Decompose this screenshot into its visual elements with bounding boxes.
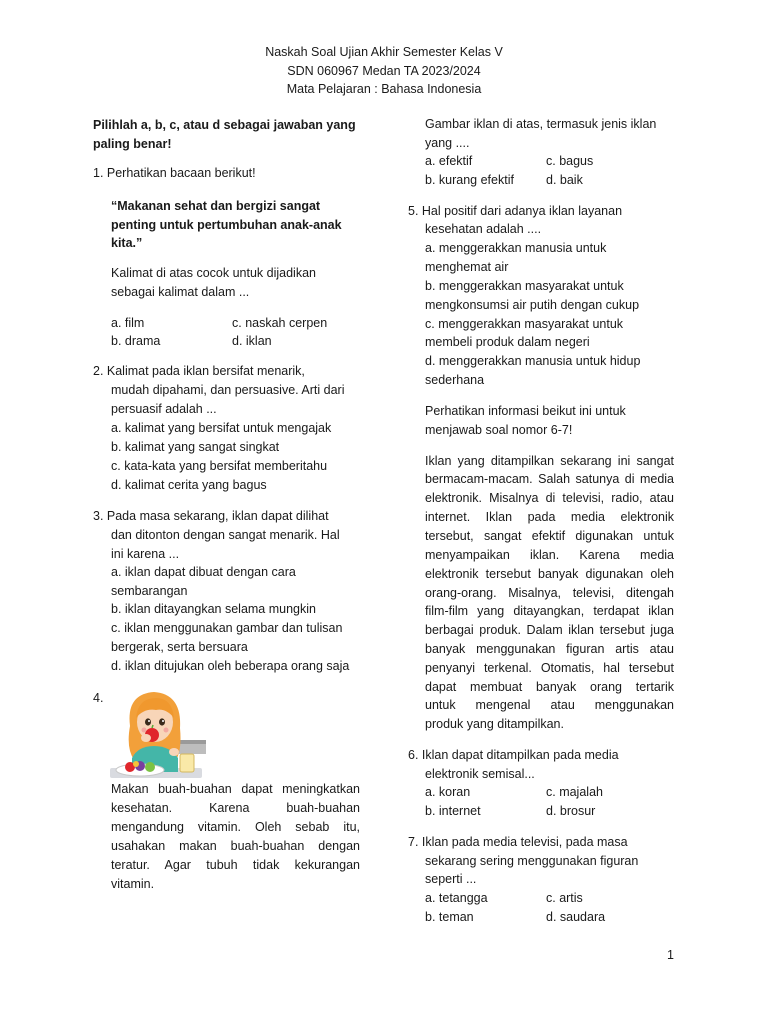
q5-option: b. menggerakkan masyarakat untuk — [425, 279, 624, 293]
q5-option: mengkonsumsi air putih dengan cukup — [425, 298, 640, 312]
q2-option: d. kalimat cerita yang bagus — [111, 478, 267, 492]
instruction-line1: Pilihlah a, b, c, atau d sebagai jawaban yang — [93, 118, 356, 132]
q3-option: d. iklan ditujukan oleh beberapa orang saja — [111, 659, 350, 673]
page-number: 1 — [667, 948, 674, 962]
q5-option: a. menggerakkan manusia untuk — [425, 241, 607, 255]
passage-line: menyampaikan iklan. Karena media — [425, 548, 674, 562]
passage-line: film-film yang ditayangkan, terdapat iklan — [425, 604, 674, 618]
q7-option-c: c. artis — [546, 891, 583, 905]
q4-number: 4. — [93, 691, 104, 705]
passage-line: Iklan yang ditampilkan sekarang ini sangat — [425, 454, 674, 468]
q5-option: sederhana — [425, 373, 485, 387]
q1-option-b: b. drama — [111, 334, 161, 348]
q3-option: bergerak, serta bersuara — [111, 640, 248, 654]
q4-option-a: a. efektif — [425, 154, 473, 168]
q7-stem-line: 7. Iklan pada media televisi, pada masa — [408, 835, 628, 849]
q1-text-line: sebagai kalimat dalam ... — [111, 285, 250, 299]
q5-stem-line: 5. Hal positif dari adanya iklan layanan — [408, 204, 623, 218]
q2-option: b. kalimat yang sangat singkat — [111, 440, 280, 454]
q2-option: a. kalimat yang bersifat untuk mengajak — [111, 421, 332, 435]
q4-stem-line: Gambar iklan di atas, termasuk jenis iklan — [425, 117, 657, 131]
q2-stem-line: 2. Kalimat pada iklan bersifat menarik, — [93, 364, 305, 378]
passage-line: orang-orang. Misalnya, televisi, ditengah — [425, 586, 674, 600]
passage-line: bermacam-macam. Salah satunya di media — [425, 472, 674, 486]
q7-stem-line: seperti ... — [425, 872, 477, 886]
info-line: Perhatikan informasi beikut ini untuk — [425, 404, 626, 418]
q1-stem: 1. Perhatikan bacaan berikut! — [93, 166, 256, 180]
q5-option: d. menggerakkan manusia untuk hidup — [425, 354, 641, 368]
q4-caption-line: vitamin. — [111, 877, 155, 891]
q6-option-a: a. koran — [425, 785, 471, 799]
q2-stem-line: persuasif adalah ... — [111, 402, 217, 416]
q3-option: b. iklan ditayangkan selama mungkin — [111, 602, 316, 616]
q4-caption-line: teratur. Agar tubuh tidak kekurangan — [111, 858, 360, 872]
passage-line: penyanyi terkenal. Otomatis, hal tersebut — [425, 661, 674, 675]
q7-option-b: b. teman — [425, 910, 474, 924]
q3-option: a. iklan dapat dibuat dengan cara — [111, 565, 296, 579]
passage-line: internet. Iklan pada media elektronik — [425, 510, 674, 524]
passage-line: produk yang ditampilkan. — [425, 717, 564, 731]
q5-option: c. menggerakkan masyarakat untuk — [425, 317, 624, 331]
q6-stem-line: 6. Iklan dapat ditampilkan pada media — [408, 748, 619, 762]
q1-option-d: d. iklan — [232, 334, 272, 348]
q3-stem-line: 3. Pada masa sekarang, iklan dapat dilihat — [93, 509, 329, 523]
instruction-line2: paling benar! — [93, 137, 172, 151]
q3-option: sembarangan — [111, 584, 188, 598]
q1-quote-line: penting untuk pertumbuhan anak-anak — [111, 218, 342, 232]
q7-option-d: d. saudara — [546, 910, 606, 924]
passage-line: banyak menggunakan figuran artis atau — [425, 642, 674, 656]
passage-line: elektronik tersebut banyak digunakan oleh — [425, 567, 674, 581]
q5-stem-line: kesehatan adalah .... — [425, 222, 542, 236]
q2-stem-line: mudah dipahami, dan persuasive. Arti dari — [111, 383, 345, 397]
q6-option-d: d. brosur — [546, 804, 596, 818]
q6-stem-line: elektronik semisal... — [425, 767, 535, 781]
q4-caption-line: Makan buah-buahan dapat meningkatkan — [111, 782, 360, 796]
q4-caption-line: mengandung vitamin. Oleh sebab itu, — [111, 820, 360, 834]
q1-option-c: c. naskah cerpen — [232, 316, 328, 330]
header-school: SDN 060967 Medan TA 2023/2024 — [287, 64, 481, 78]
q7-stem-line: sekarang sering menggunakan figuran — [425, 854, 639, 868]
q4-option-d: d. baik — [546, 173, 583, 187]
q4-option-b: b. kurang efektif — [425, 173, 514, 187]
q7-option-a: a. tetangga — [425, 891, 488, 905]
header-subject: Mata Pelajaran : Bahasa Indonesia — [286, 82, 482, 96]
passage-line: elektronik. Misalnya di televisi, radio, atau — [425, 491, 674, 505]
q4-caption-line: kesehatan. Karena buah-buahan — [111, 801, 360, 815]
q6-option-c: c. majalah — [546, 785, 603, 799]
q2-option: c. kata-kata yang bersifat memberitahu — [111, 459, 328, 473]
q3-option: c. iklan menggunakan gambar dan tulisan — [111, 621, 343, 635]
q1-quote-line: “Makanan sehat dan bergizi sangat — [111, 199, 321, 213]
passage-line: dapat membuat banyak orang tertarik — [425, 680, 674, 694]
girl-eating-fruit-illustration — [108, 688, 208, 780]
q1-option-a: a. film — [111, 316, 145, 330]
q4-option-c: c. bagus — [546, 154, 594, 168]
q4-caption-line: usahakan makan buah-buahan dengan — [111, 839, 360, 853]
q5-option: menghemat air — [425, 260, 509, 274]
q4-stem-line: yang .... — [425, 136, 470, 150]
q5-option: membeli produk dalam negeri — [425, 335, 590, 349]
passage-line: untuk mengenal atau menggunakan — [425, 698, 674, 712]
q1-quote-line: kita.” — [111, 236, 143, 250]
q1-text-line: Kalimat di atas cocok untuk dijadikan — [111, 266, 316, 280]
header-title: Naskah Soal Ujian Akhir Semester Kelas V — [265, 45, 503, 59]
q3-stem-line: ini karena ... — [111, 547, 180, 561]
passage-line: tersebut, sangat efektif digunakan untuk — [425, 529, 674, 543]
q3-stem-line: dan ditonton dengan sangat menarik. Hal — [111, 528, 340, 542]
info-line: menjawab soal nomor 6-7! — [425, 423, 573, 437]
q6-option-b: b. internet — [425, 804, 481, 818]
passage-line: berbagai produk. Dalam iklan tersebut juga — [425, 623, 674, 637]
